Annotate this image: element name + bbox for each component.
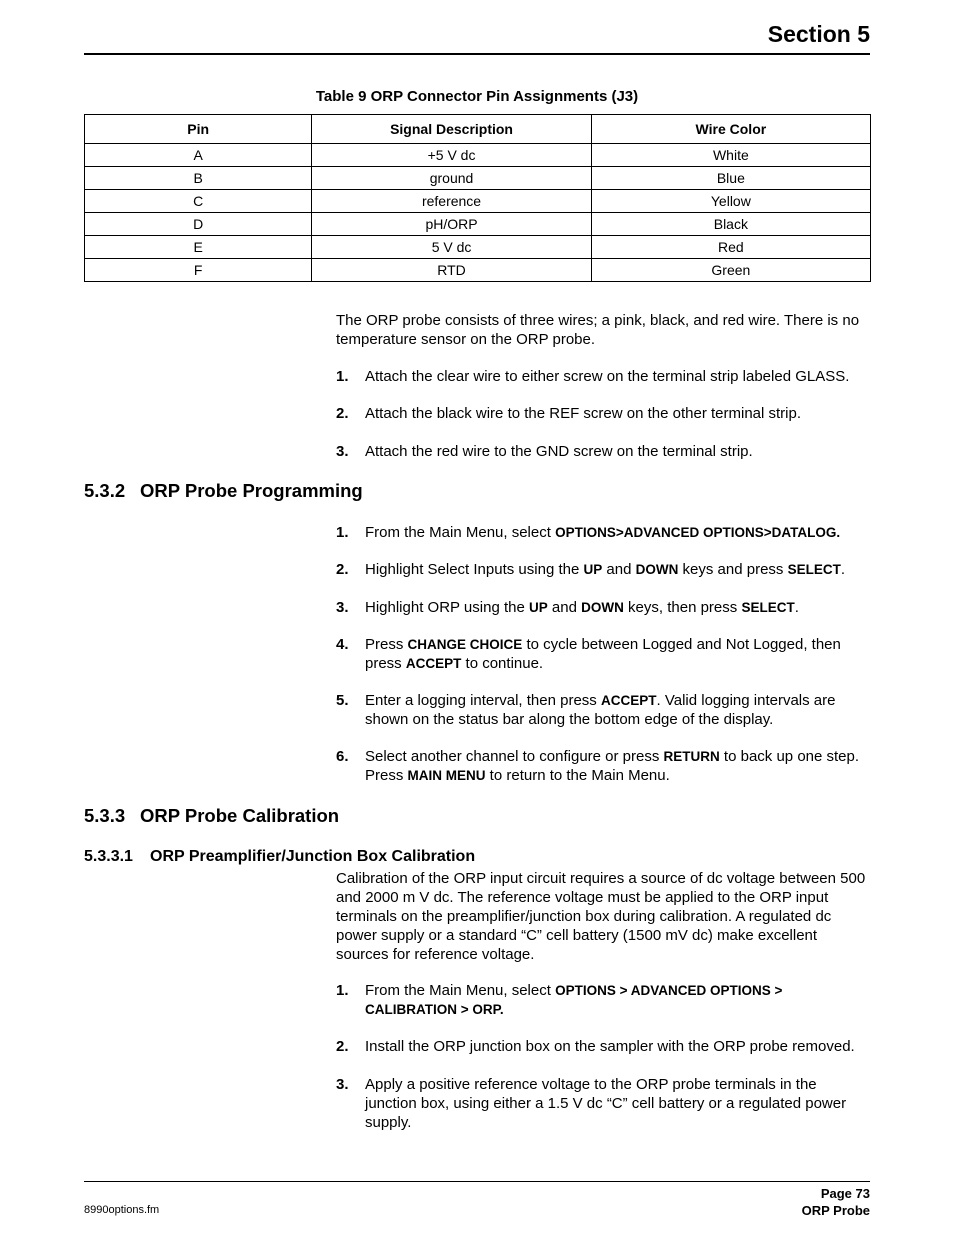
table-row: [85, 144, 871, 167]
step-text: [365, 1075, 871, 1132]
text-run: Highlight Select Inputs using the: [365, 561, 584, 578]
calibration-paragraph: Calibration of the ORP input circuit requires a source of dc voltage between 500 and 2000 m V dc. The reference voltage must be applied to the ORP input terminals on the preamplifier/junction box during calibration. A regulated dc power supply or a standard “C” cell battery (1500 mV dc) make excellent sources for reference voltage.: [336, 870, 866, 963]
key-name: MAIN MENU: [407, 768, 486, 783]
column-header-pin: Pin: [85, 115, 312, 144]
table-cell: White: [591, 144, 870, 167]
text-run: From the Main Menu, select: [365, 524, 556, 541]
step-number: 1.: [336, 524, 349, 541]
key-name: DOWN: [581, 600, 624, 615]
pin-assignment-table: [84, 114, 871, 282]
list-item: [336, 1037, 871, 1056]
key-name: RETURN: [663, 749, 720, 764]
step-number: 4.: [336, 636, 349, 653]
key-name: DOWN: [635, 562, 679, 577]
table-cell: reference: [312, 190, 591, 213]
text-run: to cycle between Logged and Not Logged, then press: [365, 636, 841, 672]
list-item: [336, 560, 871, 579]
table-cell: 5 V dc: [312, 236, 591, 259]
step-number: 3.: [336, 1076, 349, 1093]
table-cell: E: [85, 236, 312, 259]
step-number: 1.: [336, 368, 349, 385]
step-text: [365, 691, 871, 729]
section-heading-text: ORP Probe Programming: [140, 480, 363, 501]
step-number: 5.: [336, 692, 349, 709]
text-run: Select another channel to configure or press: [365, 748, 664, 765]
step-number: 2.: [336, 1038, 349, 1055]
list-item: [336, 367, 871, 386]
text-run: and: [602, 561, 636, 578]
table-row: [85, 167, 871, 190]
table-row: [85, 236, 871, 259]
key-name: ACCEPT: [405, 656, 462, 671]
table-row: [85, 259, 871, 282]
step-text: [365, 747, 871, 785]
section-number: 5.3.3: [84, 805, 126, 826]
table-cell: D: [85, 213, 312, 236]
table-cell: C: [85, 190, 312, 213]
text-run: Install the ORP junction box on the sampler with the ORP probe removed.: [365, 1038, 855, 1055]
step-text: Attach the clear wire to either screw on the terminal strip labeled GLASS.: [365, 368, 850, 385]
step-text: Attach the black wire to the REF screw on the other terminal strip.: [365, 405, 802, 422]
footer-page-info: [802, 1185, 870, 1219]
step-number: 2.: [336, 405, 349, 422]
step-number: 3.: [336, 599, 349, 616]
key-name: ACCEPT: [600, 693, 657, 708]
table-cell: B: [85, 167, 312, 190]
column-header-signal: Signal Description: [312, 115, 591, 144]
text-run: .: [794, 599, 799, 616]
list-item: [336, 1075, 871, 1132]
key-name: SELECT: [741, 600, 795, 615]
table-cell: F: [85, 259, 312, 282]
table-cell: Yellow: [591, 190, 870, 213]
text-run: keys and press: [678, 561, 788, 578]
table-cell: pH/ORP: [312, 213, 591, 236]
step-text: [365, 560, 871, 579]
table-cell: Green: [591, 259, 870, 282]
footer-filename: 8990options.fm: [84, 1204, 160, 1216]
table-cell: Black: [591, 213, 870, 236]
text-run: to continue.: [461, 655, 544, 672]
text-run: Enter a logging interval, then press: [365, 692, 601, 709]
subsection-heading-text: ORP Preamplifier/Junction Box Calibration: [150, 848, 476, 865]
list-item: [336, 442, 871, 461]
key-name: SELECT: [787, 562, 841, 577]
section-heading-calibration: [84, 805, 339, 827]
table-cell: RTD: [312, 259, 591, 282]
list-item: [336, 598, 871, 617]
text-run: Apply a positive reference voltage to the ORP probe terminals in the junction box, using either a 1.5 V dc “C” cell battery or a regulated power supply.: [365, 1076, 847, 1131]
table-cell: +5 V dc: [312, 144, 591, 167]
step-text: [365, 981, 871, 1019]
list-item: [336, 523, 871, 542]
section-heading-text: ORP Probe Calibration: [140, 805, 340, 826]
header-rule: [84, 53, 870, 55]
section-title: Section 5: [767, 21, 870, 47]
subsection-heading: [84, 848, 475, 866]
table-row: [85, 213, 871, 236]
step-text: [365, 635, 871, 673]
step-number: 3.: [336, 443, 349, 460]
step-number: 1.: [336, 982, 349, 999]
menu-path: OPTIONS > ADVANCED OPTIONS > CALIBRATION > ORP.: [365, 983, 783, 1017]
text-run: . Valid logging intervals are shown on the status bar along the bottom edge of the display.: [365, 692, 836, 728]
intro-paragraph: The ORP probe consists of three wires; a pink, black, and red wire. There is no temperature sensor on the ORP probe.: [336, 312, 860, 348]
key-name: UP: [583, 562, 603, 577]
text-run: Highlight ORP using the: [365, 599, 529, 616]
table-cell: A: [85, 144, 312, 167]
step-text: [365, 523, 871, 542]
menu-path: OPTIONS>ADVANCED OPTIONS>DATALOG.: [555, 525, 841, 540]
table-caption: Table 9 ORP Connector Pin Assignments (J3): [315, 88, 639, 105]
subsection-number: 5.3.3.1: [84, 848, 133, 865]
text-run: From the Main Menu, select: [365, 982, 556, 999]
table-cell: Blue: [591, 167, 870, 190]
step-number: 6.: [336, 748, 349, 765]
list-item: [336, 635, 871, 673]
section-number: 5.3.2: [84, 480, 126, 501]
text-run: Press: [365, 636, 408, 653]
column-header-wire-color: Wire Color: [591, 115, 870, 144]
key-name: CHANGE CHOICE: [407, 637, 523, 652]
table-row: [85, 190, 871, 213]
text-run: .: [840, 561, 846, 578]
step-text: Attach the red wire to the GND screw on the terminal strip.: [365, 443, 753, 460]
text-run: and: [547, 599, 582, 616]
key-name: UP: [528, 600, 548, 615]
section-heading-programming: [84, 480, 363, 502]
list-item: [336, 747, 871, 785]
list-item: [336, 981, 871, 1019]
page-number: Page 73: [820, 1186, 870, 1201]
text-run: to return to the Main Menu.: [485, 767, 670, 784]
table-cell: ground: [312, 167, 591, 190]
footer-rule: [84, 1181, 870, 1182]
step-number: 2.: [336, 561, 349, 578]
text-run: keys, then press: [623, 599, 742, 616]
chapter-name: ORP Probe: [801, 1203, 870, 1218]
list-item: [336, 404, 871, 423]
table-header-row: [85, 115, 871, 144]
list-item: [336, 691, 871, 729]
step-text: [365, 1037, 871, 1056]
text-run: to back up one step. Press: [365, 748, 860, 784]
step-text: [365, 598, 871, 617]
table-cell: Red: [591, 236, 870, 259]
